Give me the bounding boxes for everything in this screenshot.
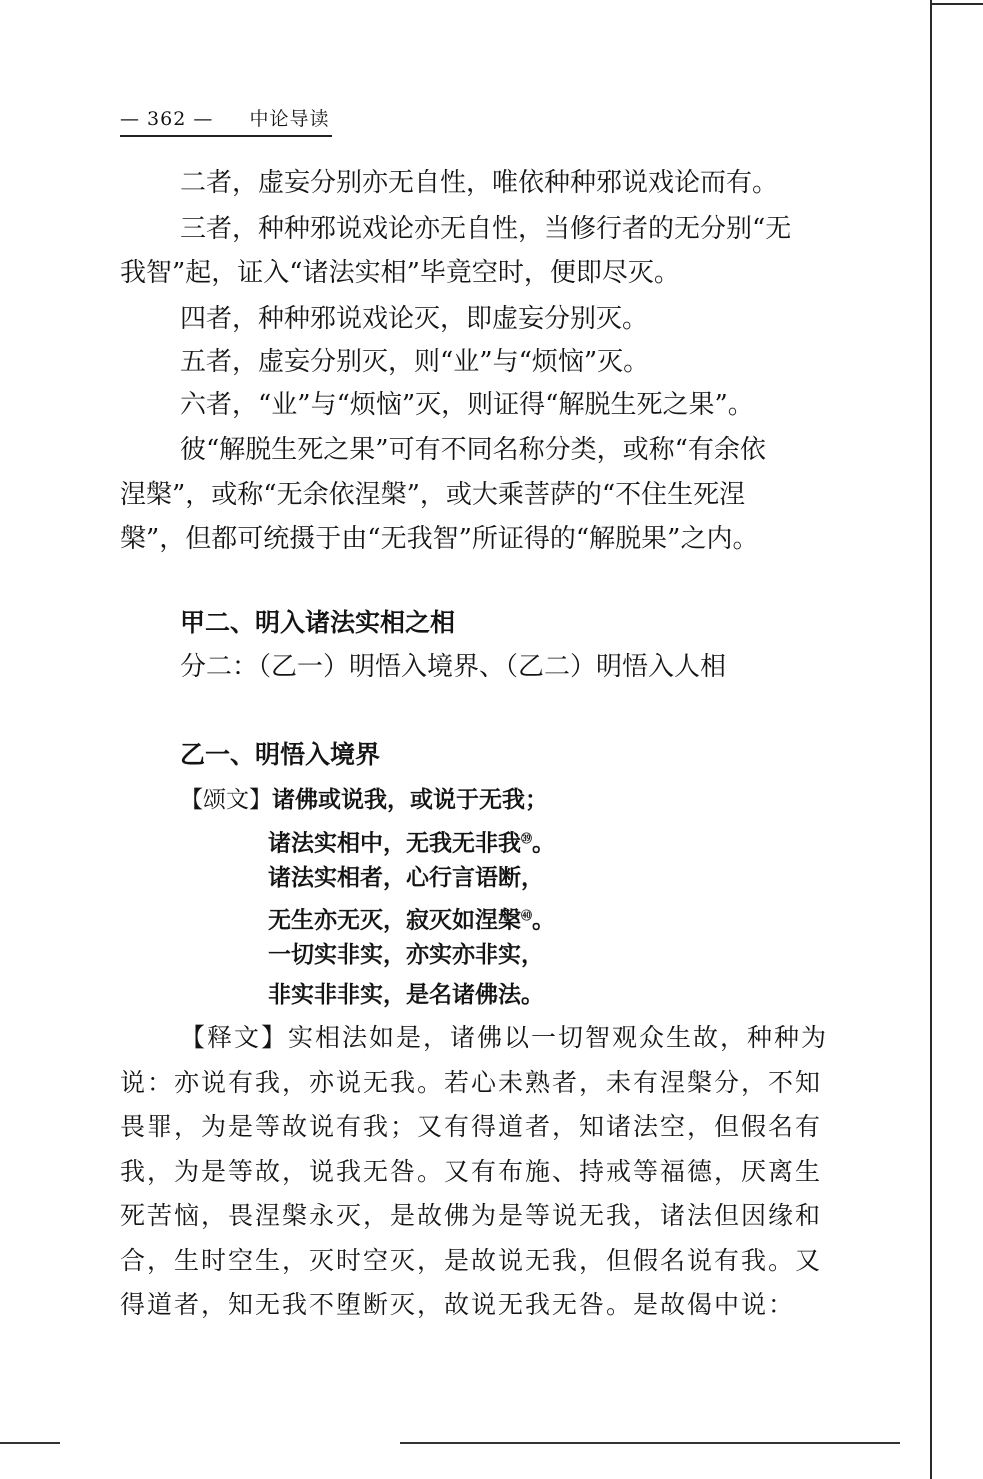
verse-line [268, 899, 555, 933]
section-subdivision: 分二：（乙一）明悟入境界、（乙二）明悟入人相 [180, 652, 727, 682]
header-rule [120, 135, 332, 137]
page-edge-right [930, 0, 932, 1479]
verse-line: 非实非非实，是名诸佛法。 [268, 982, 544, 1008]
paragraph-line: 我智”起，证入“诸法实相”毕竟空时，便即尽灭。 [120, 258, 680, 288]
section-heading-jia2: 甲二、明入诸法实相之相 [180, 608, 456, 637]
explanation-line [180, 1021, 828, 1055]
explanation-line: 我，为是等故，说我无咎。又有布施、持戒等福德，厌离生 [120, 1157, 823, 1186]
page-number: — 362 — [120, 108, 214, 130]
explanation-line: 说：亦说有我，亦说无我。若心未熟者，未有涅槃分，不知 [120, 1068, 823, 1097]
verse-line: 诸法实相者，心行言语断， [268, 865, 544, 891]
book-title: 中论导读 [249, 108, 330, 130]
verse-line [268, 822, 555, 856]
verse-tag: 【颂文】 [180, 787, 272, 813]
explanation-line: 得道者，知无我不堕断灭，故说无我无咎。是故偈中说： [120, 1290, 796, 1319]
page-edge-bottom [400, 1442, 900, 1444]
verse-text: 诸法实相中，无我无非我 [268, 830, 521, 857]
paragraph-line: 彼“解脱生死之果”可有不同名称分类，或称“有余依 [180, 435, 766, 465]
page-edge-top-corner [930, 3, 983, 5]
page-edge-bottom-left [0, 1442, 60, 1444]
explanation-text: 实相法如是，诸佛以一切智观众生故，种种为 [288, 1023, 829, 1052]
verse-end-mark: 。 [532, 907, 555, 934]
explanation-tag: 【释文】 [180, 1023, 289, 1052]
paragraph-line: 槃”，但都可统摄于由“无我智”所证得的“解脱果”之内。 [120, 524, 759, 554]
running-header [120, 104, 329, 130]
paragraph-line: 三者，种种邪说戏论亦无自性，当修行者的无分别“无 [180, 214, 792, 244]
paragraph-line: 涅槃”，或称“无余依涅槃”，或大乘菩萨的“不住生死涅 [120, 480, 746, 510]
paragraph-line: 六者，“业”与“烦恼”灭，则证得“解脱生死之果”。 [180, 390, 754, 420]
explanation-line: 合，生时空生，灭时空灭，是故说无我，但假名说有我。又 [120, 1246, 823, 1275]
verse-text: 诸佛或说我，或说于无我； [272, 787, 548, 813]
footnote-marker: ㊵ [521, 909, 532, 922]
footnote-marker: ㊴ [521, 832, 532, 845]
verse-text: 无生亦无灭，寂灭如涅槃 [268, 907, 521, 934]
explanation-line: 畏罪，为是等故说有我；又有得道者，知诸法空，但假名有 [120, 1112, 823, 1141]
paragraph-line: 二者，虚妄分别亦无自性，唯依种种邪说戏论而有。 [180, 168, 779, 198]
explanation-line: 死苦恼，畏涅槃永灭，是故佛为是等说无我，诸法但因缘和 [120, 1201, 823, 1230]
verse-line [180, 783, 548, 817]
verse-end-mark: 。 [532, 830, 555, 857]
section-heading-yi1: 乙一、明悟入境界 [180, 740, 381, 769]
paragraph-line: 四者，种种邪说戏论灭，即虚妄分别灭。 [180, 304, 649, 334]
paragraph-line: 五者，虚妄分别灭，则“业”与“烦恼”灭。 [180, 347, 650, 377]
verse-line: 一切实非实，亦实亦非实， [268, 942, 544, 968]
